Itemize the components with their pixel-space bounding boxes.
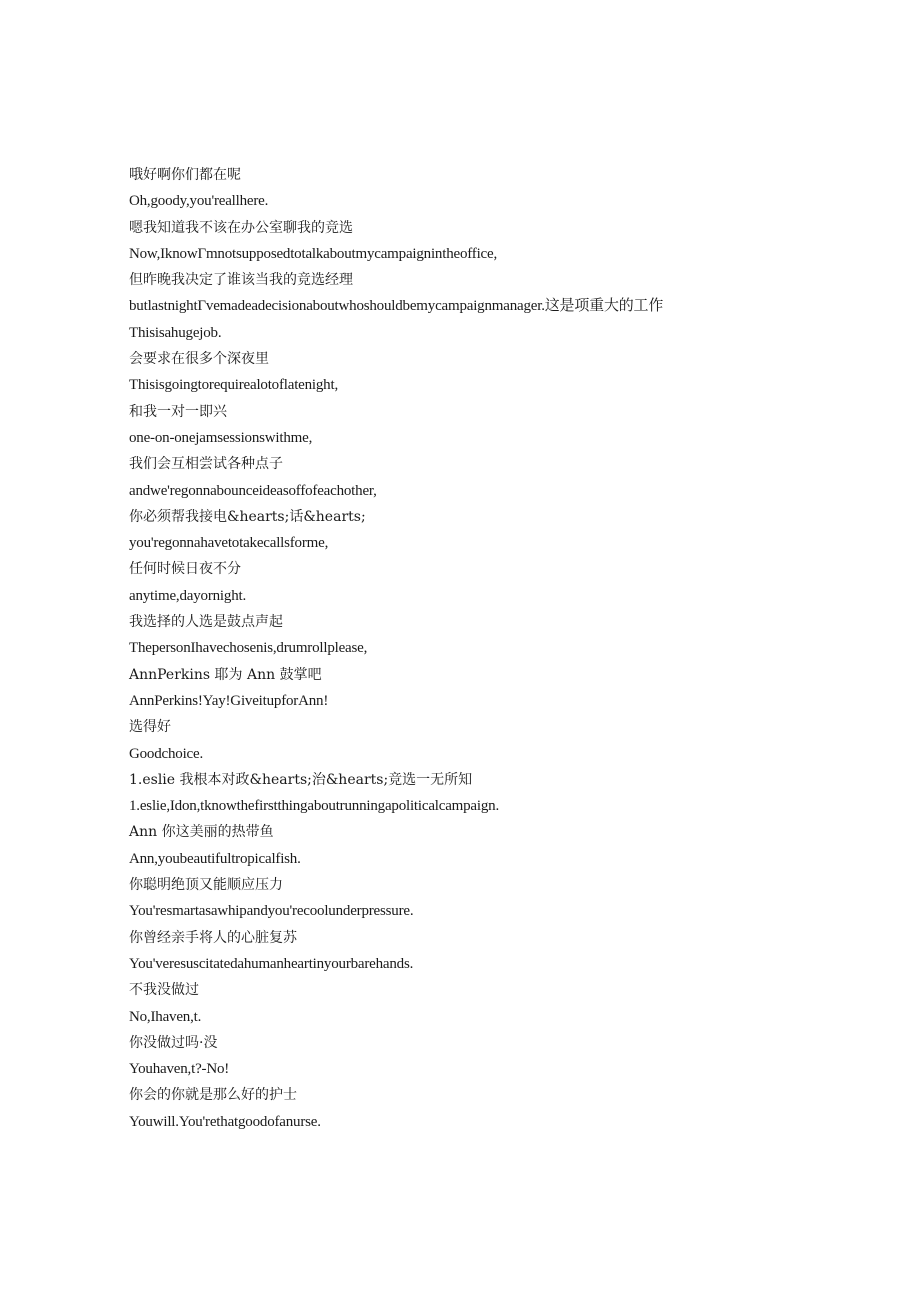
chinese-subtitle-line: AnnPerkins 耶为 Ann 鼓掌吧 xyxy=(129,666,322,683)
english-subtitle-line: AnnPerkins!Yay!GiveitupforAnn! xyxy=(129,692,329,709)
english-subtitle-line: Youhaven,t?-No! xyxy=(129,1061,230,1078)
chinese-subtitle-line: 你没做过吗·没 xyxy=(129,1034,218,1051)
chinese-subtitle-line: Ann 你这美丽的热带鱼 xyxy=(129,824,274,841)
english-subtitle-line: butlastnightΓvemadeadecisionaboutwhoshouldbemycampaignmanager.这是项重大的工作 xyxy=(129,298,664,315)
chinese-subtitle-line: 和我一对一即兴 xyxy=(129,403,227,420)
english-subtitle-line: anytime,dayornight. xyxy=(129,587,247,604)
chinese-subtitle-line: 我们会互相尝试各种点子 xyxy=(129,456,283,473)
english-subtitle-line: Ann,youbeautifultropicalfish. xyxy=(129,850,301,867)
english-subtitle-line: Youwill.You'rethatgoodofanurse. xyxy=(129,1113,321,1130)
english-subtitle-line: Thisisgoingtorequirealotoflatenight, xyxy=(129,377,339,394)
english-subtitle-line: Goodchoice. xyxy=(129,745,204,762)
subtitle-transcript xyxy=(129,162,889,1135)
chinese-subtitle-line: 我选择的人选是鼓点声起 xyxy=(129,614,283,631)
chinese-subtitle-line: 你会的你就是那么好的护士 xyxy=(129,1087,297,1104)
chinese-subtitle-line: 但昨晚我决定了谁该当我的竞选经理 xyxy=(129,272,353,289)
english-subtitle-line: 1.eslie,Idon,tknowthefirstthingaboutrunningapoliticalcampaign. xyxy=(129,798,500,815)
chinese-subtitle-line: 选得好 xyxy=(129,719,171,736)
chinese-subtitle-line: 你曾经亲手将人的心脏复苏 xyxy=(129,929,297,946)
english-subtitle-line: ThepersonIhavechosenis,drumrollplease, xyxy=(129,640,368,657)
english-subtitle-line: one-on-onejamsessionswithme, xyxy=(129,429,313,446)
english-subtitle-line: Now,IknowΓmnotsupposedtotalkaboutmycampaignintheoffice, xyxy=(129,245,498,262)
chinese-subtitle-line: 不我没做过 xyxy=(129,982,199,999)
chinese-subtitle-line: 会要求在很多个深夜里 xyxy=(129,351,269,368)
english-subtitle-line: andwe'regonnabounceideasoffofeachother, xyxy=(129,482,377,499)
english-subtitle-line: You'resmartasawhipandyou'recoolunderpressure. xyxy=(129,903,414,920)
chinese-subtitle-line: 你聪明绝顶又能顺应压力 xyxy=(129,877,283,894)
chinese-subtitle-line: 你必须帮我接电&hearts;话&hearts; xyxy=(129,508,366,525)
english-subtitle-line: Thisisahugejob. xyxy=(129,324,222,341)
chinese-subtitle-line: 嗯我知道我不该在办公室聊我的竞选 xyxy=(129,219,353,236)
chinese-subtitle-line: 哦好啊你们都在呢 xyxy=(129,167,241,183)
chinese-subtitle-line: 任何时候日夜不分 xyxy=(129,561,241,578)
english-subtitle-line: You'veresuscitatedahumanheartinyourbarehands. xyxy=(129,955,414,972)
english-subtitle-line: you'regonnahavetotakecallsforme, xyxy=(129,535,329,552)
english-subtitle-line: Oh,goody,you'reallhere. xyxy=(129,193,269,210)
chinese-subtitle-line: 1.eslie 我根本对政&hearts;治&hearts;竞选一无所知 xyxy=(129,771,473,788)
english-subtitle-line: No,Ihaven,t. xyxy=(129,1008,202,1025)
